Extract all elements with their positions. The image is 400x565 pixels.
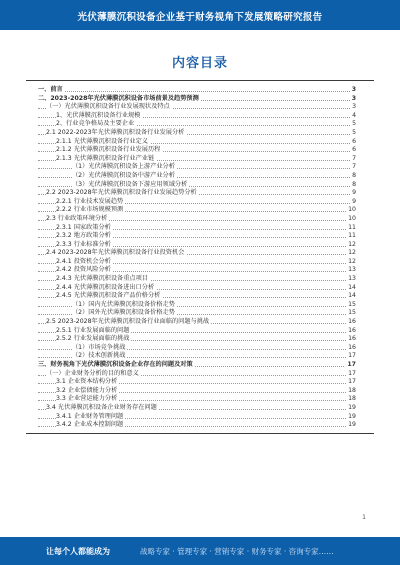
footer-slogan: 让每个人都能成为 [46,547,110,556]
header-banner [0,0,400,30]
bottom-rule [26,433,374,434]
toc-entry-page: 14 [348,292,356,300]
toc-entry-label: 2.3.3 行业标准分析 [56,240,111,248]
toc-entry-page: 9 [352,189,356,197]
toc-entry[interactable] [38,181,356,190]
toc-entry-page: 16 [348,318,356,326]
toc-entry-page: 17 [348,352,356,360]
toc-entry[interactable] [38,86,356,95]
toc-entry-label: 3.4 光伏薄膜沉积设备企业财务存在问题 [46,403,157,411]
toc-entry-label: 一、前言 [38,86,63,93]
toc-entry-page: 12 [348,249,356,257]
toc-entry-label: （一）光伏薄膜沉积设备行业发展现状及特点 [46,103,170,111]
toc-entry-label: 2.2.1 行业技术发展趋势 [56,197,124,205]
toc-entry-page: 6 [352,146,356,154]
toc-entry[interactable] [38,292,356,301]
toc-entry-page: 6 [352,137,356,145]
toc-entry[interactable] [38,327,356,336]
toc-entry-page: 3 [351,86,356,93]
toc-entry[interactable] [38,224,356,233]
toc-entry-page: 10 [348,214,356,222]
toc-entry-label: （3）光伏薄膜沉积设备下游应用领域分析 [72,180,188,188]
toc-entry-page: 17 [347,361,356,368]
toc-entry[interactable] [38,352,356,361]
toc-entry[interactable] [38,129,356,138]
toc-entry[interactable] [38,249,356,258]
toc-entry-page: 12 [348,240,356,248]
toc-entry[interactable] [38,275,356,284]
toc-entry-page: 12 [348,257,356,265]
toc-entry-label: 3.4.1 企业财务管理问题 [56,412,124,420]
toc-entry-page: 17 [348,369,356,377]
toc-entry-page: 5 [352,120,356,128]
dot-leader [38,91,350,92]
toc-entry-page: 11 [348,223,356,231]
toc-entry[interactable] [38,413,356,422]
toc-entry-page: 19 [348,421,356,429]
toc-entry[interactable] [38,232,356,241]
toc-entry-page: 19 [348,403,356,411]
toc-entry-page: 3 [352,103,356,111]
footer-tagline: 战略专家 · 管理专家 · 营销专家 · 财务专家 · 咨询专家…… [140,547,334,556]
toc-entry-page: 17 [348,378,356,386]
toc-entry-label: （1）市场竞争挑战 [72,343,126,351]
toc-entry-label: 3.1 企业资本结构分析 [56,378,118,386]
toc-entry-label: 2.3.1 国家政策分析 [56,223,111,231]
toc-entry[interactable] [38,206,356,215]
toc-entry-label: 2.4 2023-2028年光伏薄膜沉积设备行业投资机会 [46,249,185,257]
toc-entry-label: 2.4.4 光伏薄膜沉积设备进出口分析 [56,283,155,291]
toc-entry-label: 3.2 企业偿债能力分析 [56,386,118,394]
toc-entry-page: 4 [352,111,356,119]
toc-entry-page: 14 [348,283,356,291]
toc-entry[interactable] [38,172,356,181]
toc-entry-label: （一）企业财务分析的目的和意义 [46,369,139,377]
toc-entry-label: （2）技术创新挑战 [72,352,126,360]
toc-entry[interactable] [38,120,356,129]
toc-entry[interactable] [38,215,356,224]
toc-entry-label: 2、行业竞争格局及主要企业 [56,120,135,128]
toc-entry-page: 16 [348,343,356,351]
toc-entry[interactable] [38,103,356,112]
page-number: 1 [362,514,366,521]
toc-entry-page: 16 [348,335,356,343]
toc-heading: 内容目录 [171,56,228,71]
toc-entry-page: 8 [352,180,356,188]
toc-entry[interactable] [38,309,356,318]
toc-entry[interactable] [38,241,356,250]
table-of-contents [38,86,356,430]
toc-entry-label: 2.2 2023-2028年光伏薄膜沉积设备行业发展趋势分析 [46,189,197,197]
toc-entry-page: 18 [348,386,356,394]
toc-entry-page: 19 [348,412,356,420]
toc-entry-label: 2.5.1 行业发展面临的问题 [56,326,130,334]
toc-entry-label: 2.1.2 光伏薄膜沉积设备行业发展历程 [56,146,161,154]
toc-entry-label: 2.4.1 投资机会分析 [56,257,111,265]
toc-entry[interactable] [38,189,356,198]
footer-banner [0,537,400,565]
toc-entry-label: （1）光伏薄膜沉积设备上游产业分析 [72,163,175,171]
toc-entry-label: 2.5.2 行业发展面临的挑战 [56,335,130,343]
toc-entry-label: （2）光伏薄膜沉积设备中游产业分析 [72,171,175,179]
toc-entry[interactable] [38,318,356,327]
toc-entry[interactable] [38,395,356,404]
toc-entry-label: 2.4.2 投资风险分析 [56,266,111,274]
toc-entry[interactable] [38,370,356,379]
toc-entry-label: 2.3 行业政策环境分析 [46,214,108,222]
toc-entry-label: （2）国外光伏薄膜沉积设备价格走势 [72,309,175,317]
toc-entry-label: 1、光伏薄膜沉积设备行业规模 [56,111,141,119]
toc-entry-page: 13 [348,275,356,283]
toc-entry-page: 11 [348,232,356,240]
toc-entry[interactable] [38,421,356,430]
toc-entry-label: 2.1.3 光伏薄膜沉积设备行业产业链 [56,154,155,162]
toc-entry[interactable] [38,138,356,147]
toc-entry[interactable] [38,335,356,344]
toc-entry[interactable] [38,404,356,413]
toc-entry-page: 10 [348,206,356,214]
toc-entry-label: 2.1 2022-2023年光伏薄膜沉积设备行业发展分析 [46,128,185,136]
toc-entry-page: 7 [352,154,356,162]
toc-entry-page: 3 [351,94,356,102]
toc-entry-label: 2.1.1 光伏薄膜沉积设备行业定义 [56,137,148,145]
toc-entry-label: 2.2.2 行业市场规模预测 [56,206,124,214]
toc-entry-page: 18 [348,395,356,403]
toc-entry-label: 2.4.5 光伏薄膜沉积设备产品价格分析 [56,292,161,300]
report-title: 光伏薄膜沉积设备企业基于财务视角下发展策略研究报告 [77,12,323,23]
toc-entry-page: 16 [348,326,356,334]
toc-entry[interactable] [38,266,356,275]
top-rule [26,80,374,81]
toc-entry-page: 15 [348,300,356,308]
toc-entry-label: 二、2023-2028年光伏薄膜沉积设备市场前景及趋势预测 [38,94,199,102]
toc-entry-page: 5 [352,128,356,136]
toc-entry-page: 7 [352,163,356,171]
toc-entry[interactable] [38,163,356,172]
toc-entry[interactable] [38,378,356,387]
toc-entry[interactable] [38,146,356,155]
toc-entry-label: 2.3.2 地方政策分析 [56,232,111,240]
toc-entry-label: 3.3 企业营运能力分析 [56,395,118,403]
toc-entry-label: 3.4.2 企业成本控制问题 [56,421,124,429]
toc-entry-page: 9 [352,197,356,205]
toc-entry[interactable] [38,95,356,104]
toc-entry[interactable] [38,284,356,293]
toc-entry-page: 15 [348,309,356,317]
toc-entry-label: 三、财务视角下光伏薄膜沉积设备企业存在的问题及对策 [38,361,193,368]
toc-entry-page: 8 [352,171,356,179]
toc-entry[interactable] [38,361,356,370]
toc-entry-page: 13 [348,266,356,274]
toc-entry-label: 2.4.3 光伏薄膜沉积设备重点项目 [56,275,148,283]
toc-entry-label: 2.5 2023-2028年光伏薄膜沉积设备行业面临的问题与挑战 [46,318,210,326]
toc-entry-label: （1）国内光伏薄膜沉积设备价格走势 [72,300,175,308]
